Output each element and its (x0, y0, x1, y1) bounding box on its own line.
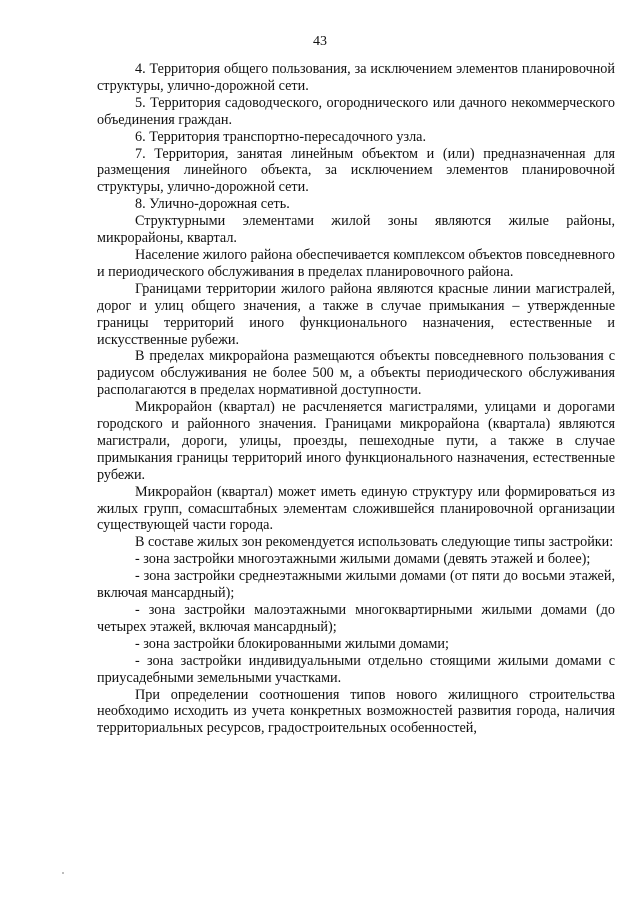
list-item-midrise: - зона застройки среднеэтажными жилыми домами (от пяти до восьми этажей, включая мансардный); (97, 568, 615, 602)
paragraph-territory-6: 6. Территория транспортно-пересадочного узла. (135, 128, 427, 145)
list-item-multistorey: - зона застройки многоэтажными жилыми домами (девять этажей и более); (135, 551, 591, 568)
paragraph-microdistrict-services: В пределах микрорайона размещаются объекты повседневного пользования с радиусом обслуживания не более 500 м, а объекты периодического обслуживания располагаются в пределах нормативной доступности. (97, 348, 615, 399)
paragraph-district-boundaries: Границами территории жилого района являются красные линии магистралей, дорог и улиц общего значения, а также в случае примыкания – утвержденные границы территорий иного функционального назначения, естественные и искусственные рубежи. (97, 280, 615, 348)
paragraph-territory-5: 5. Территория садоводческого, огороднического или дачного некоммерческого объединения граждан. (97, 94, 615, 128)
scan-artifact (62, 872, 64, 874)
list-item-blocked-houses: - зона застройки блокированными жилыми домами; (135, 635, 449, 652)
paragraph-microdistrict-structure: Микрорайон (квартал) может иметь единую структуру или формироваться из жилых групп, сомасштабных элементам сложившейся планировочной организации существующей части города. (97, 483, 615, 534)
paragraph-territory-7: 7. Территория, занятая линейным объектом и (или) предназначенная для размещения линейного объекта, за исключением элементов планировочной структуры, улично-дорожной сети. (97, 145, 615, 196)
paragraph-population-service: Население жилого района обеспечивается комплексом объектов повседневного и периодического обслуживания в пределах планировочного района. (97, 246, 615, 280)
list-item-individual-houses: - зона застройки индивидуальными отдельно стоящими жилыми домами с приусадебными земельными участками. (97, 652, 615, 686)
page-number: 43 (313, 34, 327, 49)
paragraph-territory-4: 4. Территория общего пользования, за исключением элементов планировочной структуры, улично-дорожной сети. (97, 61, 615, 94)
paragraph-structural-elements: Структурными элементами жилой зоны являются жилые районы, микрорайоны, квартал. (97, 213, 615, 247)
paragraph-territory-8: 8. Улично-дорожная сеть. (135, 196, 290, 213)
paragraph-development-types-intro: В составе жилых зон рекомендуется использовать следующие типы застройки: (135, 534, 614, 551)
list-item-lowrise: - зона застройки малоэтажными многоквартирными жилыми домами (до четырех этажей, включая мансардный); (97, 602, 615, 635)
paragraph-construction-ratio: При определении соотношения типов нового жилищного строительства необходимо исходить из учета конкретных возможностей развития города, наличия территориальных ресурсов, градостроительных особенностей, (97, 686, 615, 737)
paragraph-microdistrict-boundaries: Микрорайон (квартал) не расчленяется магистралями, улицами и дорогами городского и районного значения. Границами микрорайона (квартала) являются магистрали, дороги, улицы, проезды, пешеходные пути, а также в случае примыкания границы территорий иного функционального назначения, естественные рубежи. (97, 399, 615, 483)
document-body (97, 61, 615, 737)
